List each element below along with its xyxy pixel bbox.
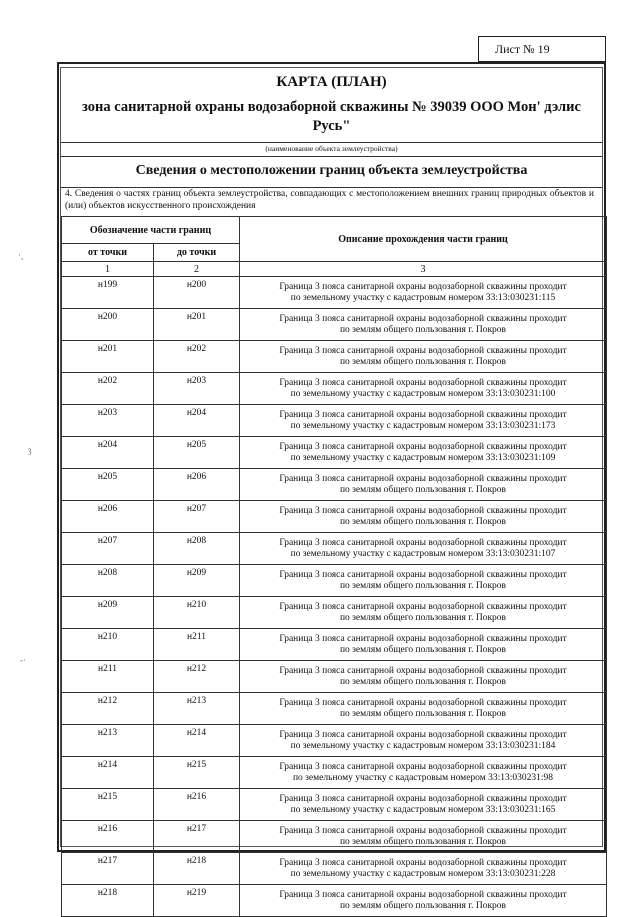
scan-mark: ȝ bbox=[28, 445, 32, 455]
description-line: Граница 3 пояса санитарной охраны водозаборной скважины проходит bbox=[279, 345, 567, 356]
from-point-label: н204 bbox=[97, 440, 118, 450]
header-to: до точки bbox=[154, 244, 240, 262]
to-point-label: н215 bbox=[186, 760, 207, 770]
header-desc: Описание прохождения части границ bbox=[240, 217, 607, 262]
from-point-label: н208 bbox=[97, 568, 118, 578]
from-point bbox=[62, 597, 154, 629]
scan-mark: ·˛ bbox=[18, 250, 24, 260]
boundary-description bbox=[240, 885, 607, 917]
from-point-label: н200 bbox=[97, 312, 118, 322]
description-line: Граница 3 пояса санитарной охраны водозаборной скважины проходит bbox=[279, 633, 567, 644]
from-point bbox=[62, 853, 154, 885]
description-line: Граница 3 пояса санитарной охраны водозаборной скважины проходит bbox=[279, 793, 567, 804]
description-line: по земельному участку с кадастровым номером 33:13:030231:184 bbox=[290, 740, 556, 751]
boundary-description bbox=[240, 693, 607, 725]
from-point-label: н215 bbox=[97, 792, 118, 802]
table-row bbox=[62, 661, 607, 693]
from-point bbox=[62, 277, 154, 309]
header-from: от точки bbox=[62, 244, 154, 262]
to-point bbox=[154, 405, 240, 437]
to-point bbox=[154, 565, 240, 597]
table-row bbox=[62, 469, 607, 501]
description-line: Граница 3 пояса санитарной охраны водозаборной скважины проходит bbox=[279, 697, 567, 708]
boundary-description bbox=[240, 309, 607, 341]
to-point-label: н203 bbox=[186, 376, 207, 386]
to-point-label: н202 bbox=[186, 344, 207, 354]
description-line: Граница 3 пояса санитарной охраны водозаборной скважины проходит bbox=[279, 729, 567, 740]
description-line: по землям общего пользования г. Покров bbox=[339, 356, 507, 367]
to-point bbox=[154, 789, 240, 821]
table-row bbox=[62, 597, 607, 629]
from-point bbox=[62, 341, 154, 373]
from-point bbox=[62, 821, 154, 853]
description-line: по землям общего пользования г. Покров bbox=[339, 900, 507, 911]
to-point-label: н200 bbox=[186, 280, 207, 290]
from-point-label: н212 bbox=[97, 696, 118, 706]
table-row bbox=[62, 309, 607, 341]
description-line: по землям общего пользования г. Покров bbox=[339, 612, 507, 623]
description-line: по земельному участку с кадастровым номером 33:13:030231:109 bbox=[290, 452, 556, 463]
to-point-label: н205 bbox=[186, 440, 207, 450]
to-point bbox=[154, 469, 240, 501]
to-point-label: н208 bbox=[186, 536, 207, 546]
from-point-label: н218 bbox=[97, 888, 118, 898]
to-point bbox=[154, 277, 240, 309]
boundary-description bbox=[240, 501, 607, 533]
boundary-description bbox=[240, 629, 607, 661]
to-point-label: н219 bbox=[186, 888, 207, 898]
to-point bbox=[154, 661, 240, 693]
boundary-description bbox=[240, 373, 607, 405]
description-line: Граница 3 пояса санитарной охраны водозаборной скважины проходит bbox=[279, 313, 567, 324]
description-line: Граница 3 пояса санитарной охраны водозаборной скважины проходит bbox=[279, 473, 567, 484]
description-line: Граница 3 пояса санитарной охраны водозаборной скважины проходит bbox=[279, 665, 567, 676]
to-point bbox=[154, 597, 240, 629]
from-point-label: н209 bbox=[97, 600, 118, 610]
table-row bbox=[62, 373, 607, 405]
from-point bbox=[62, 437, 154, 469]
col-number: 1 bbox=[62, 262, 154, 277]
to-point-label: н213 bbox=[186, 696, 207, 706]
description-line: по землям общего пользования г. Покров bbox=[339, 644, 507, 655]
from-point bbox=[62, 405, 154, 437]
from-point bbox=[62, 501, 154, 533]
page-subtitle: зона санитарной охраны водозаборной скважины № 39039 ООО Мон' дэлис Русь" bbox=[82, 99, 581, 134]
from-point bbox=[62, 661, 154, 693]
to-point-label: н204 bbox=[186, 408, 207, 418]
from-point bbox=[62, 629, 154, 661]
to-point bbox=[154, 757, 240, 789]
from-point bbox=[62, 693, 154, 725]
boundary-description bbox=[240, 725, 607, 757]
description-line: по землям общего пользования г. Покров bbox=[339, 676, 507, 687]
to-point-label: н207 bbox=[186, 504, 207, 514]
boundary-description bbox=[240, 437, 607, 469]
from-point-label: н217 bbox=[97, 856, 118, 866]
boundary-description bbox=[240, 405, 607, 437]
description-line: Граница 3 пояса санитарной охраны водозаборной скважины проходит bbox=[279, 825, 567, 836]
from-point bbox=[62, 885, 154, 917]
from-point-label: н201 bbox=[97, 344, 118, 354]
from-point-label: н206 bbox=[97, 504, 118, 514]
from-point-label: н207 bbox=[97, 536, 118, 546]
to-point bbox=[154, 341, 240, 373]
description-line: по землям общего пользования г. Покров bbox=[339, 484, 507, 495]
to-point-label: н211 bbox=[187, 632, 206, 642]
to-point bbox=[154, 373, 240, 405]
boundary-description bbox=[240, 277, 607, 309]
to-point-label: н209 bbox=[186, 568, 207, 578]
from-point bbox=[62, 469, 154, 501]
col-number: 3 bbox=[240, 262, 607, 277]
from-point-label: н213 bbox=[97, 728, 118, 738]
to-point bbox=[154, 885, 240, 917]
to-point bbox=[154, 501, 240, 533]
table-row bbox=[62, 277, 607, 309]
boundary-description bbox=[240, 565, 607, 597]
boundary-description bbox=[240, 597, 607, 629]
col-number: 2 bbox=[154, 262, 240, 277]
description-line: по земельному участку с кадастровым номером 33:13:030231:228 bbox=[290, 868, 556, 879]
to-point-label: н216 bbox=[186, 792, 207, 802]
description-line: по земельному участку с кадастровым номером 33:13:030231:100 bbox=[290, 388, 556, 399]
scan-mark: -· bbox=[20, 655, 26, 665]
page-title: КАРТА (ПЛАН) bbox=[276, 74, 387, 90]
from-point bbox=[62, 373, 154, 405]
boundary-description bbox=[240, 757, 607, 789]
table-row bbox=[62, 885, 607, 917]
from-point bbox=[62, 309, 154, 341]
table-row bbox=[62, 693, 607, 725]
description-line: Граница 3 пояса санитарной охраны водозаборной скважины проходит bbox=[279, 889, 567, 900]
description-line: по землям общего пользования г. Покров bbox=[339, 516, 507, 527]
description-line: по земельному участку с кадастровым номером 33:13:030231:173 bbox=[290, 420, 556, 431]
description-line: Граница 3 пояса санитарной охраны водозаборной скважины проходит bbox=[279, 601, 567, 612]
boundary-description bbox=[240, 853, 607, 885]
description-line: по землям общего пользования г. Покров bbox=[339, 324, 507, 335]
to-point bbox=[154, 533, 240, 565]
title-block bbox=[61, 68, 602, 138]
boundary-description bbox=[240, 469, 607, 501]
table-row bbox=[62, 565, 607, 597]
table-row bbox=[62, 757, 607, 789]
description-line: по земельному участку с кадастровым номером 33:13:030231:115 bbox=[290, 292, 556, 303]
description-line: Граница 3 пояса санитарной охраны водозаборной скважины проходит bbox=[279, 761, 567, 772]
description-line: Граница 3 пояса санитарной охраны водозаборной скважины проходит bbox=[279, 281, 567, 292]
to-point bbox=[154, 629, 240, 661]
table-row bbox=[62, 725, 607, 757]
description-line: Граница 3 пояса санитарной охраны водозаборной скважины проходит bbox=[279, 409, 567, 420]
description-line: Граница 3 пояса санитарной охраны водозаборной скважины проходит bbox=[279, 537, 567, 548]
to-point bbox=[154, 693, 240, 725]
description-line: по землям общего пользования г. Покров bbox=[339, 836, 507, 847]
to-point bbox=[154, 853, 240, 885]
table-row bbox=[62, 341, 607, 373]
object-caption: (наименование объекта землеустройства) bbox=[61, 142, 602, 157]
boundary-description bbox=[240, 821, 607, 853]
table-row bbox=[62, 405, 607, 437]
table-row bbox=[62, 533, 607, 565]
description-line: Граница 3 пояса санитарной охраны водозаборной скважины проходит bbox=[279, 377, 567, 388]
to-point bbox=[154, 821, 240, 853]
boundary-description bbox=[240, 789, 607, 821]
to-point bbox=[154, 309, 240, 341]
description-line: Граница 3 пояса санитарной охраны водозаборной скважины проходит bbox=[279, 505, 567, 516]
from-point bbox=[62, 789, 154, 821]
from-point-label: н199 bbox=[97, 280, 118, 290]
to-point-label: н217 bbox=[186, 824, 207, 834]
from-point-label: н214 bbox=[97, 760, 118, 770]
from-point-label: н203 bbox=[97, 408, 118, 418]
description-line: Граница 3 пояса санитарной охраны водозаборной скважины проходит bbox=[279, 441, 567, 452]
description-line: Граница 3 пояса санитарной охраны водозаборной скважины проходит bbox=[279, 857, 567, 868]
to-point-label: н210 bbox=[186, 600, 207, 610]
description-line: по земельному участку с кадастровым номером 33:13:030231:107 bbox=[290, 548, 556, 559]
page-frame bbox=[57, 62, 606, 911]
from-point-label: н216 bbox=[97, 824, 118, 834]
from-point-label: н202 bbox=[97, 376, 118, 386]
description-line: по землям общего пользования г. Покров bbox=[339, 580, 507, 591]
description-line: Граница 3 пояса санитарной охраны водозаборной скважины проходит bbox=[279, 569, 567, 580]
sheet-number: Лист № 19 bbox=[478, 36, 606, 62]
table-row bbox=[62, 853, 607, 885]
from-point-label: н211 bbox=[98, 664, 117, 674]
from-point bbox=[62, 757, 154, 789]
description-line: по землям общего пользования г. Покров bbox=[339, 708, 507, 719]
table-row bbox=[62, 501, 607, 533]
from-point-label: н210 bbox=[97, 632, 118, 642]
table-row bbox=[62, 789, 607, 821]
from-point bbox=[62, 533, 154, 565]
boundary-table bbox=[61, 216, 607, 917]
to-point bbox=[154, 437, 240, 469]
table-row bbox=[62, 821, 607, 853]
to-point-label: н201 bbox=[186, 312, 207, 322]
description-line: по земельному участку с кадастровым номером 33:13:030231:165 bbox=[290, 804, 556, 815]
to-point-label: н214 bbox=[186, 728, 207, 738]
to-point-label: н206 bbox=[186, 472, 207, 482]
section-title: Сведения о местоположении границ объекта землеустройства bbox=[61, 155, 602, 188]
boundary-description bbox=[240, 341, 607, 373]
boundary-description bbox=[240, 533, 607, 565]
section-note: 4. Сведения о частях границ объекта землеустройства, совпадающих с местоположением внешних границ природных объектов и (или) объектов искусственного происхождения bbox=[65, 189, 594, 211]
boundary-description bbox=[240, 661, 607, 693]
to-point bbox=[154, 725, 240, 757]
to-point-label: н218 bbox=[186, 856, 207, 866]
from-point bbox=[62, 565, 154, 597]
to-point-label: н212 bbox=[186, 664, 207, 674]
header-group: Обозначение части границ bbox=[62, 217, 240, 244]
from-point-label: н205 bbox=[97, 472, 118, 482]
table-row bbox=[62, 629, 607, 661]
from-point bbox=[62, 725, 154, 757]
table-row bbox=[62, 437, 607, 469]
description-line: по земельному участку с кадастровым номером 33:13:030231:98 bbox=[292, 772, 554, 783]
